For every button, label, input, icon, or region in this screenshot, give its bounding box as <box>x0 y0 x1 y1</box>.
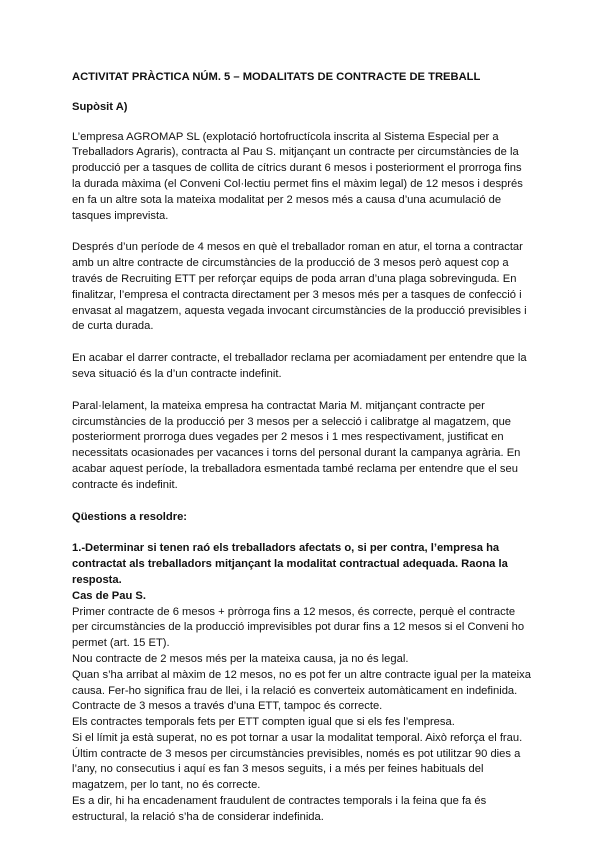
document-title: ACTIVITAT PRÀCTICA NÚM. 5 – MODALITATS DE CONTRACTE DE TREBALL <box>72 71 481 83</box>
answer-line: Nou contracte de 2 mesos més per la mateixa causa, ja no és legal. <box>72 652 409 665</box>
case-a-paragraph-4: Paral·lelament, la mateixa empresa ha contractat Maria M. mitjançant contracte per circumstàncies de la producció per 3 mesos per a selecció i calibratge al magatzem, que posteriorment prorroga dues vegades per 2 mesos i 1 mes respectivament, justificat en necessitats ocasionades per vacances i torns del personal durant la campanya agrària. En acabar aquest període, la treballadora esmentada també reclama per entendre que el seu contracte és indefinit. <box>72 399 521 491</box>
answer-line: Es a dir, hi ha encadenament fraudulent de contractes temporals i la feina que fa és estructural, la relació s’ha de considerar indefinida. <box>72 795 487 823</box>
case-pau-heading: Cas de Pau S. <box>72 589 146 602</box>
questions-heading: Qüestions a resoldre: <box>72 510 188 523</box>
answer-line: Primer contracte de 6 mesos + pròrroga fins a 12 mesos, és correcte, perquè el contracte per circumstàncies de la producció imprevisibles pot durar fins a 12 mesos si el Conveni ho permet (art. 15 ET). <box>72 605 525 650</box>
answer-line: Quan s’ha arribat al màxim de 12 mesos, no es pot fer un altre contracte igual per la mateixa causa. Fer-ho significa frau de llei, i la relació es converteix automàticament en indefinida. <box>72 668 531 697</box>
case-a-paragraph-2: Després d’un període de 4 mesos en què el treballador roman en atur, el torna a contractar amb un altre contracte de circumstàncies de la producció de 3 mesos però aquest cop a través de Recruiting ETT per reforçar equips de poda arran d’una plaga sobrevinguda. En finalitzar, l’empresa el contracta directament per 3 mesos més per a tasques de confecció i envasat al magatzem, aquesta vegada invocant circumstàncies de la producció previsibles i de curta durada. <box>72 241 527 333</box>
document-page <box>72 70 532 826</box>
case-a-paragraph-3: En acabar el darrer contracte, el treballador reclama per acomiadament per entendre que la seva situació és la d’un contracte indefinit. <box>72 352 527 380</box>
question-1: 1.-Determinar si tenen raó els treballadors afectats o, si per contra, l’empresa ha contractat als treballadors mitjançant la modalitat contractual adequada. Raona la resposta. <box>72 542 508 586</box>
answer-line: Contracte de 3 mesos a través d’una ETT, tampoc és correcte. <box>72 700 383 713</box>
answer-line: Si el límit ja està superat, no es pot tornar a usar la modalitat temporal. Això reforça el frau. <box>72 731 523 744</box>
case-a-paragraph-1: L’empresa AGROMAP SL (explotació hortofructícola inscrita al Sistema Especial per a Treballadors Agraris), contracta al Pau S. mitjançant un contracte per circumstàncies de la producció per a tasques de collita de cítrics durant 6 mesos i posteriorment el prorroga fins la durada màxima (el Conveni Col·lectiu permet fins el màxim legal) de 12 mesos i després en fa un altre sota la mateixa modalitat per 2 mesos més a causa d’una acumulació de tasques imprevista. <box>72 130 523 222</box>
answer-line: Els contractes temporals fets per ETT compten igual que si els fes l’empresa. <box>72 716 455 729</box>
case-a-heading: Supòsit A) <box>72 100 128 113</box>
answer-line: Últim contracte de 3 mesos per circumstàncies previsibles, només es pot utilitzar 90 dies a l’any, no consecutius i aquí es fan 3 mesos seguits, i a més per feines habituals del magatzem, per lo tant, no és correcte. <box>72 747 521 792</box>
